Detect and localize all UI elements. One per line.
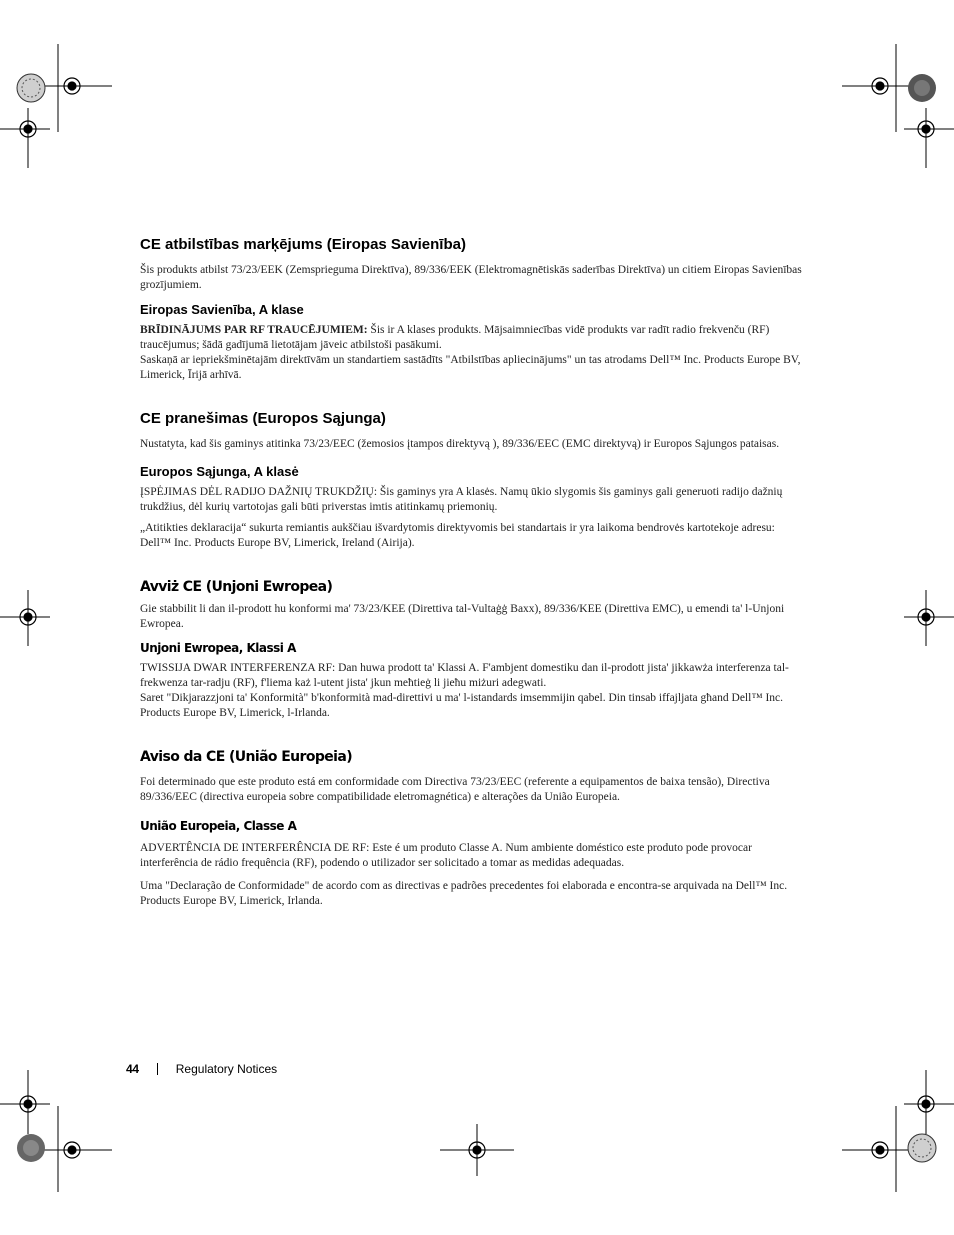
section-title: Aviso da CE (União Europeia): [140, 749, 353, 765]
warning-text: Este é um produto Classe A. Num ambiente doméstico este produto pode provocar interferência de rádio frequência (RF), podendo o utilizador ser solicitado a tomar as medidas adequadas.: [140, 842, 752, 869]
declaration-paragraph: Uma "Declaração de Conformidade" de acordo com as directivas e padrões precedentes foi elaborada e encontra-se arquivada na Dell™ Inc. Products Europe BV, Limerick, Irlanda.: [140, 880, 788, 907]
section-subtitle: Eiropas Savienība, A klase: [140, 302, 304, 317]
warning-text: Šis gaminys yra A klasės. Namų ūkio slygomis šis gaminys gali generuoti radijo dažnių trukdžius, dėl kurių vartotojas gali būti priverstas imtis atitinkamų priemonių.: [140, 486, 783, 513]
section-latvian: [140, 236, 806, 383]
section-intro: Nustatyta, kad šis gaminys atitinka 73/23/EEC (žemosios įtampos direktyvą ), 89/336/EEC (EMC direktyvą) ir Europos Sąjungos pataisas.: [140, 438, 780, 450]
section-intro: Gie stabbilit li dan il-prodott hu konformi ma' 73/23/KEE (Direttiva tal-Vultaġġ Baxx), 89/336/KEE (Direttiva EMC), u emendi ta' l-Unjoni Ewropea.: [140, 603, 785, 630]
main-content: [140, 236, 806, 909]
warning-text: Šis ir A klases produkts. Mājsaimniecības vidē produkts var radīt radio frekvenču (RF) traucējumus; šādā gadījumā lietotājam jāveic atbilstoši pasākumi.: [140, 324, 770, 351]
section-subtitle: Unjoni Ewropea, Klassi A: [140, 641, 296, 655]
warning-paragraph: [140, 485, 806, 515]
section-lithuanian: [140, 410, 806, 551]
footer-divider: [157, 1063, 158, 1075]
warning-label: BRĪDINĀJUMS PAR RF TRAUCĒJUMIEM:: [140, 324, 368, 336]
page-number: 44: [126, 1062, 139, 1076]
warning-paragraph: [140, 841, 806, 871]
page-footer: [126, 1062, 277, 1076]
warning-label: ĮSPĖJIMAS DĖL RADIJO DAŽNIŲ TRUKDŽIŲ:: [140, 486, 378, 498]
section-title: CE atbilstības marķējums (Eiropas Savienība): [140, 236, 466, 253]
section-portuguese: [140, 749, 806, 909]
warning-label: TWISSIJA DWAR INTERFERENZA RF:: [140, 662, 336, 674]
declaration-paragraph: Saret "Dikjarazzjoni ta' Konformità" b'konformità mad-direttivi u ma' l-istandards imsemmijin qabel. Din tinsab iffajljata għand Dell™ Inc. Products Europe BV, Limerick, l-Irlanda.: [140, 692, 784, 719]
section-intro: Šis produkts atbilst 73/23/EEK (Zemsprieguma Direktīva), 89/336/EEK (Elektromagnētiskās saderības Direktīva) un citiem Eiropas Savienības grozījumiem.: [140, 264, 802, 291]
section-subtitle: União Europeia, Classe A: [140, 819, 297, 833]
section-title: CE pranešimas (Europos Sąjunga): [140, 410, 386, 427]
section-title: Avviż CE (Unjoni Ewropea): [140, 579, 333, 595]
section-maltese: [140, 579, 806, 721]
footer-section-name: Regulatory Notices: [175, 1062, 278, 1076]
section-subtitle: Europos Sąjunga, A klasė: [140, 464, 299, 479]
warning-paragraph: [140, 323, 806, 353]
warning-text: Dan huwa prodott ta' Klassi A. F'ambjent domestiku dan il-prodott jista' jikkawża interferenza tal-frekwenza tar-radju (RF), f'liema każ l-utent jista' jkun meħtieġ li jieħu miżuri adegwati.: [140, 662, 789, 689]
warning-paragraph: [140, 661, 806, 691]
warning-label: ADVERTÊNCIA DE INTERFERÊNCIA DE RF:: [140, 842, 370, 854]
section-intro: Foi determinado que este produto está em conformidade com Directiva 73/23/EEC (referente a equipamentos de baixa tensão), Directiva 89/336/EEC (directiva europeia sobre compatibilidade eletromagnética) e alterações da União Europeia.: [140, 776, 770, 803]
declaration-paragraph: „Atitikties deklaracija“ sukurta remiantis aukščiau išvardytomis direktyvomis bei standartais ir yra laikoma bendrovės kartotekoje adresu: Dell™ Inc. Products Europe BV, Limerick, Ireland (Airija).: [140, 522, 775, 549]
declaration-paragraph: Saskaņā ar iepriekšminētajām direktīvām un standartiem sastādīts "Atbilstības apliecinājums" un tas atrodams Dell™ Inc. Products Europe BV, Limerick, Īrijā arhīvā.: [140, 354, 801, 381]
